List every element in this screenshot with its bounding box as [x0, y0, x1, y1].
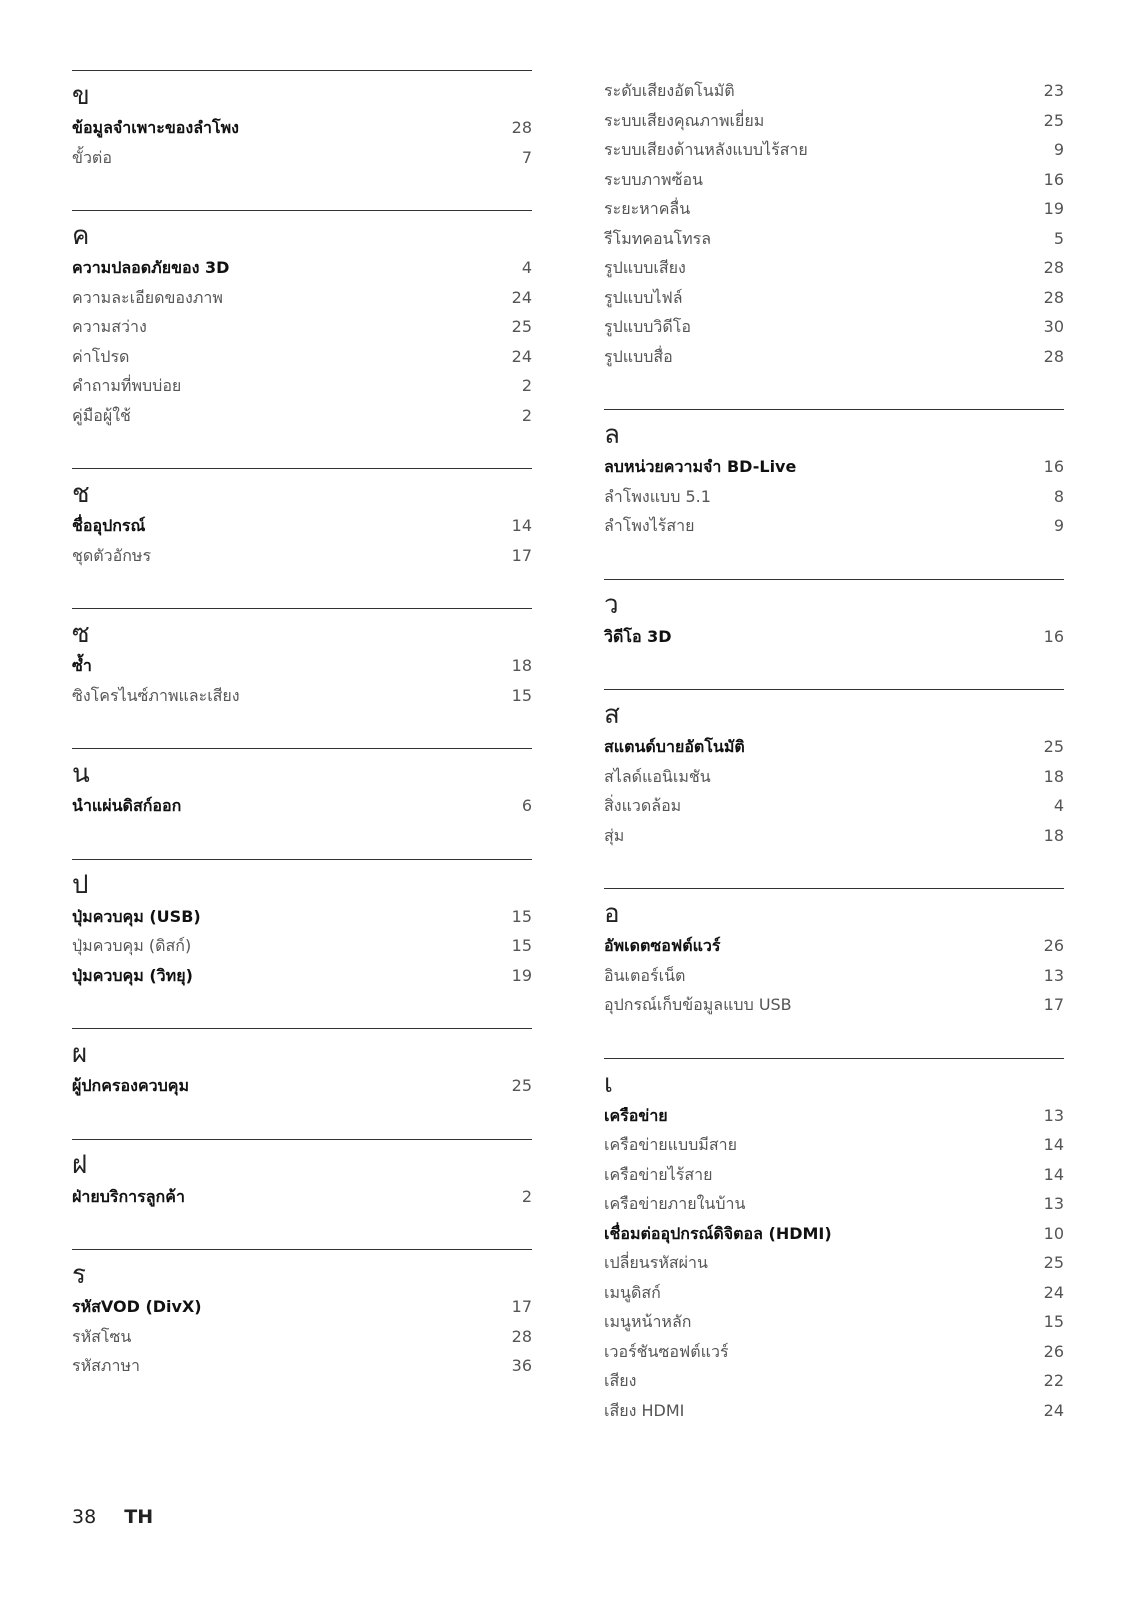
index-term: เชื่อมต่ออุปกรณ์ดิจิตอล (HDMI): [604, 1223, 832, 1243]
index-section-continued: [604, 76, 1064, 371]
index-page-number: 22: [1043, 1371, 1064, 1390]
section-letter: ช: [72, 479, 90, 509]
index-term: รหัสภาษา: [72, 1356, 140, 1375]
index-entry: [72, 283, 532, 313]
index-term: ซิงโครไนซ์ภาพและเสียง: [72, 685, 240, 705]
index-term: รูปแบบสื่อ: [604, 346, 673, 366]
index-section: [604, 409, 1064, 541]
index-term: เครือข่ายภายในบ้าน: [604, 1194, 746, 1213]
index-page-number: 28: [1043, 287, 1064, 307]
index-page-number: 25: [1043, 110, 1064, 130]
index-term: สไลด์แอนิเมชัน: [604, 766, 711, 786]
index-entry: [72, 253, 532, 283]
index-term: ความปลอดภัยของ 3D: [72, 258, 230, 277]
index-term: ซ้ำ: [72, 656, 92, 675]
index-entry: [604, 135, 1064, 165]
index-column-left: [72, 70, 532, 1419]
section-divider: [72, 70, 532, 71]
index-term: เปลี่ยนรหัสผ่าน: [604, 1253, 708, 1272]
index-page-number: 15: [1043, 1312, 1064, 1331]
index-term: สิ่งแวดล้อม: [604, 796, 682, 815]
index-page-number: 4: [521, 258, 532, 277]
index-entry: [604, 342, 1064, 372]
index-page-number: 16: [1043, 626, 1064, 646]
index-page-number: 24: [511, 346, 532, 366]
index-entry: [604, 1278, 1064, 1308]
index-page-number: 16: [1043, 457, 1064, 476]
index-term: ปุ่มควบคุม (ดิสก์): [72, 936, 192, 955]
index-term: นำแผ่นดิสก์ออก: [72, 796, 182, 815]
index-term: เครือข่ายไร้สาย: [604, 1164, 713, 1184]
index-page-number: 15: [511, 936, 532, 955]
index-term: ระดับเสียงอัตโนมัติ: [604, 81, 735, 100]
section-divider: [604, 1058, 1064, 1059]
index-page-number: 14: [511, 516, 532, 535]
section-divider: [72, 1139, 532, 1140]
index-term: เครือข่ายแบบมีสาย: [604, 1135, 737, 1154]
index-entry: [604, 622, 1064, 652]
index-term: ข้อมูลจำเพาะของลำโพง: [72, 118, 239, 137]
index-term: ลำโพงแบบ 5.1: [604, 486, 711, 506]
index-page-number: 15: [511, 685, 532, 705]
index-page-number: 5: [1053, 228, 1064, 248]
index-page-number: 24: [1043, 1282, 1064, 1302]
index-page-number: 18: [1043, 825, 1064, 845]
index-term: เมนูหน้าหลัก: [604, 1312, 692, 1331]
section-letter: ผ: [72, 1039, 88, 1069]
index-page-number: 2: [521, 376, 532, 395]
index-entry: [604, 961, 1064, 991]
index-term: ผู้ปกครองควบคุม: [72, 1076, 190, 1095]
index-page-number: 28: [1043, 346, 1064, 366]
index-term: สแตนด์บายอัตโนมัติ: [604, 737, 745, 756]
index-page-number: 18: [1043, 766, 1064, 786]
index-entry: [604, 1307, 1064, 1337]
index-term: รูปแบบไฟล์: [604, 287, 683, 307]
section-letter: น: [72, 759, 90, 789]
index-entry: [604, 312, 1064, 342]
index-page-number: 17: [511, 1297, 532, 1316]
section-divider: [72, 468, 532, 469]
index-page-number: 13: [1043, 1194, 1064, 1213]
section-divider: [72, 748, 532, 749]
index-entry: [604, 452, 1064, 482]
index-page-number: 25: [511, 1076, 532, 1095]
index-page-number: 6: [521, 796, 532, 815]
section-divider: [72, 1028, 532, 1029]
index-page-number: 13: [1043, 965, 1064, 985]
index-entry: [604, 1396, 1064, 1426]
page-footer: [72, 1506, 153, 1528]
language-code: TH: [124, 1506, 154, 1528]
index-entry: [72, 1292, 532, 1322]
index-entry: [72, 931, 532, 961]
index-page-number: 24: [1043, 1400, 1064, 1420]
section-divider: [72, 1249, 532, 1250]
index-entry: [604, 732, 1064, 762]
index-term: เสียง: [604, 1371, 637, 1390]
index-entry: [604, 253, 1064, 283]
section-divider: [72, 859, 532, 860]
index-page-number: 8: [1053, 486, 1064, 506]
index-term: เครือข่าย: [604, 1105, 668, 1125]
index-term: สุ่ม: [604, 825, 625, 845]
index-entry: [72, 1322, 532, 1352]
index-term: รูปแบบเสียง: [604, 258, 686, 277]
index-entry: [604, 931, 1064, 961]
section-letter: เ: [604, 1068, 613, 1099]
index-page-number: 16: [1043, 169, 1064, 189]
index-term: ปุ่มควบคุม (วิทยุ): [72, 965, 193, 985]
section-letter: ค: [72, 221, 90, 251]
index-section: [604, 579, 1064, 652]
index-page-number: 4: [1053, 796, 1064, 815]
index-term: เวอร์ชันซอฟต์แวร์: [604, 1341, 729, 1361]
index-page-number: 19: [1043, 199, 1064, 218]
index-entry: [72, 791, 532, 821]
index-term: ค่าโปรด: [72, 346, 130, 366]
index-entry: [604, 1101, 1064, 1131]
index-entry: [72, 1351, 532, 1381]
index-page-number: 14: [1043, 1135, 1064, 1154]
index-page-number: 10: [1043, 1223, 1064, 1243]
index-entry: [72, 113, 532, 143]
index-entry: [604, 821, 1064, 851]
index-page-number: 9: [1053, 140, 1064, 159]
index-section: [72, 1249, 532, 1381]
index-entry: [72, 511, 532, 541]
index-section: [72, 608, 532, 710]
index-section: [72, 210, 532, 430]
index-page-number: 17: [1043, 995, 1064, 1014]
index-entry: [604, 1337, 1064, 1367]
index-term: วิดีโอ 3D: [604, 626, 672, 646]
section-letter: ร: [72, 1260, 86, 1290]
section-divider: [604, 409, 1064, 410]
index-page-number: 17: [511, 545, 532, 565]
index-section: [604, 888, 1064, 1020]
index-page-number: 28: [1043, 258, 1064, 277]
index-column-right: [604, 70, 1064, 1463]
index-entry: [604, 511, 1064, 541]
index-entry: [604, 106, 1064, 136]
section-letter: ป: [72, 869, 89, 900]
index-page-number: 19: [511, 965, 532, 985]
index-section: [604, 689, 1064, 850]
index-page-number: 15: [511, 906, 532, 926]
index-entry: [604, 482, 1064, 512]
index-entry: [604, 283, 1064, 313]
index-term: ความละเอียดของภาพ: [72, 287, 223, 307]
index-entry: [72, 342, 532, 372]
section-divider: [72, 210, 532, 211]
index-entry: [72, 902, 532, 932]
index-page-number: 2: [521, 1186, 532, 1206]
index-entry: [72, 961, 532, 991]
index-entry: [72, 1182, 532, 1212]
section-letter: ส: [604, 700, 620, 730]
index-term: ชุดตัวอักษร: [72, 545, 152, 565]
index-page-number: 26: [1043, 936, 1064, 955]
index-entry: [72, 312, 532, 342]
index-page-number: 28: [511, 118, 532, 137]
index-entry: [604, 76, 1064, 106]
index-term: ระยะหาคลื่น: [604, 199, 691, 218]
section-divider: [72, 608, 532, 609]
index-entry: [72, 143, 532, 173]
section-letter: อ: [604, 899, 620, 929]
index-page-number: 25: [1043, 1253, 1064, 1272]
index-section: [72, 1139, 532, 1212]
index-entry: [72, 541, 532, 571]
index-term: ระบบภาพซ้อน: [604, 169, 703, 189]
index-section: [72, 70, 532, 172]
index-entry: [604, 165, 1064, 195]
index-page-number: 25: [1043, 737, 1064, 756]
index-term: เสียง HDMI: [604, 1400, 685, 1420]
index-page-number: 30: [1043, 317, 1064, 336]
index-entry: [604, 791, 1064, 821]
index-page-number: 23: [1043, 81, 1064, 100]
index-entry: [604, 762, 1064, 792]
index-term: เมนูดิสก์: [604, 1282, 661, 1302]
index-page-number: 26: [1043, 1341, 1064, 1361]
section-divider: [604, 888, 1064, 889]
index-term: อัพเดตซอฟต์แวร์: [604, 936, 721, 955]
index-page-number: 24: [511, 287, 532, 307]
index-term: รูปแบบวิดีโอ: [604, 317, 691, 336]
index-entry: [604, 1160, 1064, 1190]
section-letter: ล: [604, 420, 620, 450]
index-entry: [604, 1130, 1064, 1160]
index-term: ฝ่ายบริการลูกค้า: [72, 1186, 185, 1206]
index-page-number: 14: [1043, 1164, 1064, 1184]
index-term: รหัสโซน: [72, 1326, 132, 1346]
index-term: ความสว่าง: [72, 317, 147, 336]
section-letter: ข: [72, 81, 90, 111]
section-divider: [604, 579, 1064, 580]
section-letter: ซ: [72, 619, 90, 649]
index-entry: [72, 401, 532, 431]
index-section: [72, 1028, 532, 1101]
index-term: ระบบเสียงคุณภาพเยี่ยม: [604, 110, 765, 130]
index-entry: [72, 1071, 532, 1101]
index-section: [604, 1058, 1064, 1426]
section-letter: ว: [604, 589, 619, 620]
index-page-number: 28: [511, 1326, 532, 1346]
index-term: รีโมทคอนโทรล: [604, 228, 712, 248]
index-term: ลบหน่วยความจำ BD-Live: [604, 457, 797, 476]
index-entry: [604, 1366, 1064, 1396]
index-term: คู่มือผู้ใช้: [72, 405, 131, 425]
index-page-number: 36: [511, 1356, 532, 1375]
section-letter: ฝ: [72, 1149, 88, 1180]
index-term: รหัสVOD (DivX): [72, 1297, 202, 1316]
index-term: ขั้วต่อ: [72, 147, 112, 167]
index-entry: [72, 681, 532, 711]
index-section: [72, 468, 532, 570]
index-page-number: 2: [521, 405, 532, 425]
index-term: อินเตอร์เน็ต: [604, 965, 686, 985]
index-page-number: 13: [1043, 1105, 1064, 1125]
index-page-number: 7: [521, 147, 532, 167]
index-entry: [604, 990, 1064, 1020]
page-number: 38: [72, 1506, 97, 1528]
index-page-number: 18: [511, 656, 532, 675]
index-term: ลำโพงไร้สาย: [604, 516, 695, 535]
section-divider: [604, 689, 1064, 690]
index-term: ปุ่มควบคุม (USB): [72, 906, 201, 926]
index-term: ชื่ออุปกรณ์: [72, 516, 146, 535]
index-entry: [604, 1248, 1064, 1278]
index-section: [72, 859, 532, 991]
index-page-number: 9: [1053, 516, 1064, 535]
index-entry: [604, 194, 1064, 224]
index-entry: [604, 1189, 1064, 1219]
index-section: [72, 748, 532, 821]
index-page-number: 25: [511, 317, 532, 336]
index-entry: [72, 371, 532, 401]
index-term: คำถามที่พบบ่อย: [72, 376, 182, 395]
index-entry: [604, 1219, 1064, 1249]
index-entry: [72, 651, 532, 681]
index-term: อุปกรณ์เก็บข้อมูลแบบ USB: [604, 995, 792, 1014]
index-term: ระบบเสียงด้านหลังแบบไร้สาย: [604, 140, 808, 159]
index-entry: [604, 224, 1064, 254]
